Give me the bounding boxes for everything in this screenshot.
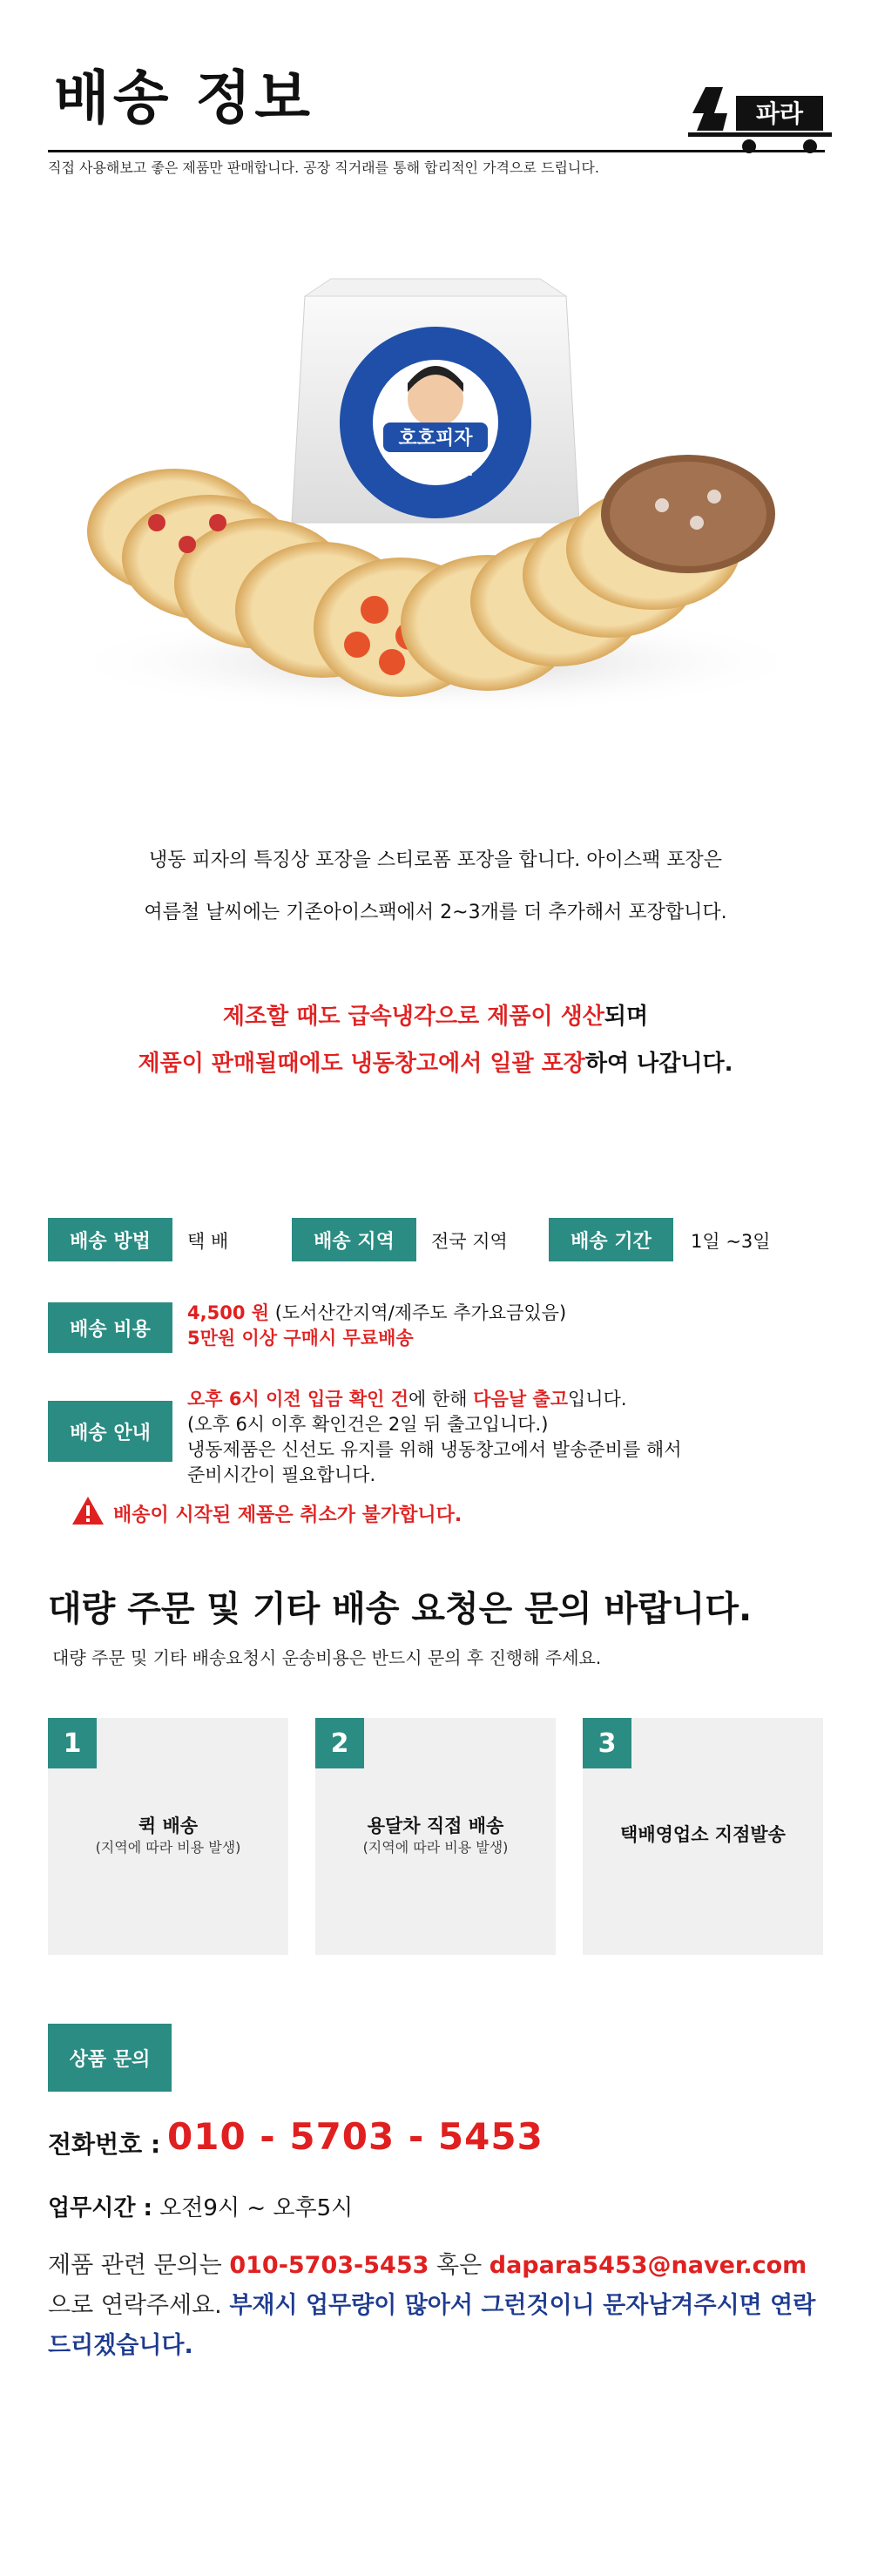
inquiry-text [48,2246,823,2366]
intro-highlight-1 [0,998,871,1031]
title-divider [48,150,825,152]
shipping-cost-note: (도서산간지역/제주도 추가요금있음) [269,1302,567,1323]
inquiry-phone[interactable]: 010-5703-5453 [229,2252,429,2279]
inquiry-or: 혹은 [429,2252,490,2279]
shipping-cost-amount: 4,500 원 [187,1302,270,1323]
guide-next-day: 다음날 출고 [473,1389,568,1410]
card-number: 3 [583,1718,631,1768]
guide-cutoff: 오후 6시 이전 입금 확인 건 [187,1389,409,1410]
shipping-guide-info [187,1387,814,1488]
hours-value: 오전9시 ~ 오후5시 [152,2195,354,2221]
shipping-region-label: 배송 지역 [292,1218,416,1261]
intro-highlight-2-rest: 하여 나갑니다. [584,1051,733,1077]
card-note: (지역에 따라 비용 발생) [362,1839,509,1856]
hero-label-sub: Thin Pizza [398,463,473,479]
card-title: 퀵 배송 [138,1815,199,1836]
intro-highlight-1-red: 제조할 때도 급속냉각으로 제품이 생산 [222,1004,604,1030]
guide-1-mid: 에 한해 [408,1389,474,1410]
page-subtitle: 직접 사용해보고 좋은 제품만 판매합니다. 공장 직거래를 통해 합리적인 가격으로 드립니다. [48,159,599,176]
bulk-order-subtitle: 대량 주문 및 기타 배송요청시 운송비용은 반드시 문의 후 진행해 주세요. [52,1647,602,1668]
intro-line-1: 냉동 피자의 특징상 포장을 스티로폼 포장을 합니다. 아이스팩 포장은 [149,849,722,871]
intro-line-2: 여름철 날씨에는 기존아이스팩에서 2~3개를 더 추가해서 포장합니다. [144,902,727,923]
card-title: 용달차 직접 배송 [367,1815,504,1836]
card-number: 1 [48,1718,97,1768]
shipping-cost-line [187,1301,797,1326]
inquiry-email[interactable]: dapara5453@naver.com [489,2252,807,2279]
shipping-period-value: 1일 ~3일 [691,1231,771,1252]
inquiry-contact: 으로 연락주세요. [48,2292,230,2319]
warning-icon [71,1496,105,1525]
brand-logo [688,78,832,161]
logo-text: 파라 [755,99,804,128]
bulk-order-title: 대량 주문 및 기타 배송 요청은 문의 바랍니다. [48,1589,753,1629]
hero-label-main: 호호피자 [398,428,473,450]
shipping-cost-label: 배송 비용 [48,1302,172,1353]
shipping-method-value: 택 배 [187,1231,229,1252]
shipping-free-line [187,1326,797,1351]
product-inquiry-badge: 상품 문의 [48,2024,172,2092]
business-hours [48,2190,353,2222]
shipping-cost-info [187,1301,797,1351]
shipping-method-label: 배송 방법 [48,1218,172,1261]
guide-1-end: 입니다. [568,1389,627,1410]
shipping-region-value: 전국 지역 [431,1231,508,1252]
shipping-guide-line-4: 준비시간이 필요합니다. [187,1464,376,1485]
shipping-guide-line-2: (오후 6시 이후 확인건은 2일 뒤 출고입니다.) [187,1414,549,1435]
phone-number[interactable]: 010 - 5703 - 5453 [167,2115,544,2158]
intro-highlight-1-rest: 되며 [604,1004,649,1030]
card-title: 택배영업소 지점발송 [620,1824,786,1845]
intro-highlight-2 [0,1045,871,1078]
shipping-guide-line-1 [187,1387,814,1412]
inquiry-intro: 제품 관련 문의는 [48,2252,230,2279]
shipping-guide-line-3: 냉동제품은 신선도 유지를 위해 냉동창고에서 발송준비를 해서 [187,1439,682,1460]
page-title: 배송 정보 [54,64,314,132]
inquiry-absence-note: 부재시 업무량이 많아서 그런것이니 문자남겨주시면 연락드리겠습니다. [48,2292,816,2359]
shipping-guide-label: 배송 안내 [48,1401,172,1462]
intro-highlight-2-red: 제품이 판매될때에도 냉동창고에서 일괄 포장 [138,1051,585,1077]
cancel-warning: 배송이 시작된 제품은 취소가 불가합니다. [113,1504,463,1526]
hours-label: 업무시간 : [48,2195,152,2221]
shipping-period-label: 배송 기간 [549,1218,673,1261]
shipping-free-text: 5만원 이상 구매시 무료배송 [187,1328,414,1349]
hero-product-image [0,235,871,749]
card-note: (지역에 따라 비용 발생) [95,1839,241,1856]
delivery-option-card [583,1718,823,1955]
card-number: 2 [315,1718,364,1768]
delivery-option-card [48,1718,288,1955]
delivery-option-card [315,1718,556,1955]
phone-label: 전화번호 : [48,2130,161,2159]
